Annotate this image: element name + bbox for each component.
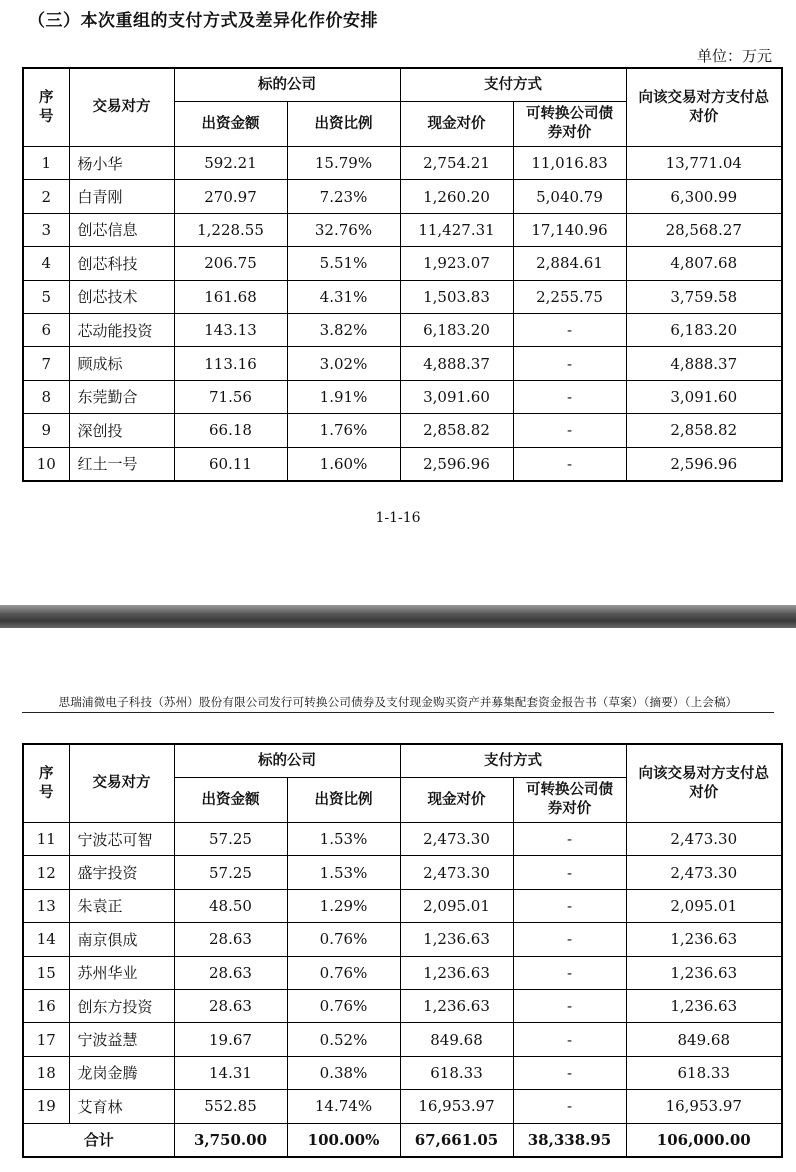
row-capital-amount: 143.13 bbox=[174, 313, 287, 346]
row-total-consideration: 2,596.96 bbox=[626, 447, 782, 481]
row-capital-ratio: 0.76% bbox=[287, 923, 400, 956]
row-bond-consideration: - bbox=[513, 823, 626, 856]
row-counterparty: 创芯科技 bbox=[69, 247, 174, 280]
row-bond-consideration: - bbox=[513, 1090, 626, 1123]
row-bond-consideration: - bbox=[513, 1056, 626, 1089]
table-row bbox=[23, 823, 782, 856]
row-total-consideration: 618.33 bbox=[626, 1056, 782, 1089]
row-counterparty: 宁波益慧 bbox=[69, 1023, 174, 1056]
row-seq: 18 bbox=[23, 1056, 69, 1089]
row-capital-ratio: 15.79% bbox=[287, 147, 400, 180]
document-header: 思瑞浦微电子科技（苏州）股份有限公司发行可转换公司债券及支付现金购买资产并募集配套资金报告书（草案）（摘要）（上会稿） bbox=[58, 695, 738, 709]
page-separator bbox=[0, 605, 796, 628]
row-capital-ratio: 3.82% bbox=[287, 313, 400, 346]
payment-table-part2 bbox=[22, 743, 783, 1158]
row-counterparty: 创芯信息 bbox=[69, 213, 174, 246]
total-row bbox=[23, 1123, 782, 1157]
row-bond-consideration: - bbox=[513, 414, 626, 447]
row-capital-amount: 48.50 bbox=[174, 889, 287, 922]
row-bond-consideration: - bbox=[513, 313, 626, 346]
row-counterparty: 龙岗金腾 bbox=[69, 1056, 174, 1089]
total-bond-consideration: 38,338.95 bbox=[513, 1123, 626, 1157]
row-cash-consideration: 2,473.30 bbox=[400, 823, 513, 856]
row-seq: 2 bbox=[23, 180, 69, 213]
table-row bbox=[23, 414, 782, 447]
row-cash-consideration: 3,091.60 bbox=[400, 380, 513, 413]
header-bond-consideration: 可转换公司债券对价 bbox=[513, 778, 626, 823]
row-capital-amount: 66.18 bbox=[174, 414, 287, 447]
row-seq: 6 bbox=[23, 313, 69, 346]
row-total-consideration: 2,095.01 bbox=[626, 889, 782, 922]
row-total-consideration: 849.68 bbox=[626, 1023, 782, 1056]
row-capital-ratio: 1.60% bbox=[287, 447, 400, 481]
row-counterparty: 宁波芯可智 bbox=[69, 823, 174, 856]
table-row bbox=[23, 380, 782, 413]
row-counterparty: 东莞勤合 bbox=[69, 380, 174, 413]
table-row bbox=[23, 1023, 782, 1056]
row-seq: 19 bbox=[23, 1090, 69, 1123]
header-rule bbox=[22, 712, 774, 713]
row-counterparty: 苏州华业 bbox=[69, 956, 174, 989]
table-row bbox=[23, 347, 782, 380]
row-total-consideration: 6,300.99 bbox=[626, 180, 782, 213]
row-counterparty: 南京俱成 bbox=[69, 923, 174, 956]
row-capital-amount: 28.63 bbox=[174, 989, 287, 1022]
table-row bbox=[23, 313, 782, 346]
row-capital-ratio: 0.76% bbox=[287, 989, 400, 1022]
row-capital-amount: 113.16 bbox=[174, 347, 287, 380]
table-row bbox=[23, 889, 782, 922]
row-seq: 14 bbox=[23, 923, 69, 956]
page-bottom bbox=[0, 628, 796, 1172]
row-cash-consideration: 1,923.07 bbox=[400, 247, 513, 280]
row-bond-consideration: - bbox=[513, 447, 626, 481]
row-total-consideration: 2,473.30 bbox=[626, 823, 782, 856]
row-cash-consideration: 1,236.63 bbox=[400, 989, 513, 1022]
row-capital-ratio: 1.91% bbox=[287, 380, 400, 413]
total-consideration: 106,000.00 bbox=[626, 1123, 782, 1157]
table-body-part1 bbox=[23, 147, 782, 481]
table-row bbox=[23, 923, 782, 956]
row-seq: 13 bbox=[23, 889, 69, 922]
row-counterparty: 创东方投资 bbox=[69, 989, 174, 1022]
header-total-consideration: 向该交易对方支付总对价 bbox=[626, 68, 782, 147]
row-bond-consideration: - bbox=[513, 989, 626, 1022]
row-capital-amount: 28.63 bbox=[174, 956, 287, 989]
row-capital-amount: 60.11 bbox=[174, 447, 287, 481]
header-capital-amount: 出资金额 bbox=[174, 778, 287, 823]
row-capital-ratio: 1.29% bbox=[287, 889, 400, 922]
table-body-part2 bbox=[23, 823, 782, 1124]
table-row bbox=[23, 989, 782, 1022]
row-capital-amount: 57.25 bbox=[174, 856, 287, 889]
table-row bbox=[23, 1090, 782, 1123]
header-capital-ratio: 出资比例 bbox=[287, 778, 400, 823]
row-capital-ratio: 1.53% bbox=[287, 856, 400, 889]
row-bond-consideration: - bbox=[513, 923, 626, 956]
row-capital-amount: 1,228.55 bbox=[174, 213, 287, 246]
row-bond-consideration: 11,016.83 bbox=[513, 147, 626, 180]
table-row bbox=[23, 180, 782, 213]
table-row bbox=[23, 147, 782, 180]
total-capital-amount: 3,750.00 bbox=[174, 1123, 287, 1157]
table-row bbox=[23, 280, 782, 313]
row-seq: 5 bbox=[23, 280, 69, 313]
row-capital-ratio: 5.51% bbox=[287, 247, 400, 280]
row-bond-consideration: - bbox=[513, 956, 626, 989]
header-cash-consideration: 现金对价 bbox=[400, 778, 513, 823]
table-row bbox=[23, 1056, 782, 1089]
header-cash-consideration: 现金对价 bbox=[400, 102, 513, 147]
row-seq: 7 bbox=[23, 347, 69, 380]
row-seq: 17 bbox=[23, 1023, 69, 1056]
row-total-consideration: 4,888.37 bbox=[626, 347, 782, 380]
row-total-consideration: 13,771.04 bbox=[626, 147, 782, 180]
row-seq: 9 bbox=[23, 414, 69, 447]
header-counterparty: 交易对方 bbox=[69, 68, 174, 147]
row-bond-consideration: 5,040.79 bbox=[513, 180, 626, 213]
row-counterparty: 顾成标 bbox=[69, 347, 174, 380]
row-seq: 12 bbox=[23, 856, 69, 889]
row-cash-consideration: 2,596.96 bbox=[400, 447, 513, 481]
row-cash-consideration: 2,858.82 bbox=[400, 414, 513, 447]
row-counterparty: 白青刚 bbox=[69, 180, 174, 213]
row-counterparty: 朱袁正 bbox=[69, 889, 174, 922]
header-bond-consideration: 可转换公司债券对价 bbox=[513, 102, 626, 147]
row-capital-ratio: 7.23% bbox=[287, 180, 400, 213]
row-cash-consideration: 1,503.83 bbox=[400, 280, 513, 313]
row-cash-consideration: 1,236.63 bbox=[400, 923, 513, 956]
row-capital-ratio: 1.53% bbox=[287, 823, 400, 856]
row-capital-ratio: 0.38% bbox=[287, 1056, 400, 1089]
row-seq: 3 bbox=[23, 213, 69, 246]
row-capital-amount: 552.85 bbox=[174, 1090, 287, 1123]
row-cash-consideration: 1,236.63 bbox=[400, 956, 513, 989]
row-capital-amount: 161.68 bbox=[174, 280, 287, 313]
table-row bbox=[23, 856, 782, 889]
row-counterparty: 盛宇投资 bbox=[69, 856, 174, 889]
row-capital-ratio: 32.76% bbox=[287, 213, 400, 246]
row-capital-amount: 57.25 bbox=[174, 823, 287, 856]
header-target-company: 标的公司 bbox=[174, 744, 400, 778]
header-total-consideration: 向该交易对方支付总对价 bbox=[626, 744, 782, 823]
row-capital-amount: 71.56 bbox=[174, 380, 287, 413]
row-capital-amount: 206.75 bbox=[174, 247, 287, 280]
row-total-consideration: 1,236.63 bbox=[626, 989, 782, 1022]
row-total-consideration: 4,807.68 bbox=[626, 247, 782, 280]
payment-table-part1 bbox=[22, 67, 783, 482]
row-cash-consideration: 618.33 bbox=[400, 1056, 513, 1089]
row-total-consideration: 28,568.27 bbox=[626, 213, 782, 246]
total-cash-consideration: 67,661.05 bbox=[400, 1123, 513, 1157]
row-capital-amount: 14.31 bbox=[174, 1056, 287, 1089]
row-seq: 1 bbox=[23, 147, 69, 180]
row-counterparty: 创芯技术 bbox=[69, 280, 174, 313]
row-counterparty: 杨小华 bbox=[69, 147, 174, 180]
header-target-company: 标的公司 bbox=[174, 68, 400, 102]
row-total-consideration: 1,236.63 bbox=[626, 923, 782, 956]
row-cash-consideration: 2,473.30 bbox=[400, 856, 513, 889]
row-capital-ratio: 14.74% bbox=[287, 1090, 400, 1123]
row-bond-consideration: - bbox=[513, 889, 626, 922]
row-capital-ratio: 3.02% bbox=[287, 347, 400, 380]
row-cash-consideration: 2,095.01 bbox=[400, 889, 513, 922]
row-capital-ratio: 0.76% bbox=[287, 956, 400, 989]
row-capital-amount: 28.63 bbox=[174, 923, 287, 956]
total-capital-ratio: 100.00% bbox=[287, 1123, 400, 1157]
section-title: （三）本次重组的支付方式及差异化作价安排 bbox=[28, 11, 378, 31]
row-total-consideration: 2,858.82 bbox=[626, 414, 782, 447]
table-row bbox=[23, 447, 782, 481]
row-cash-consideration: 6,183.20 bbox=[400, 313, 513, 346]
header-counterparty: 交易对方 bbox=[69, 744, 174, 823]
row-total-consideration: 3,091.60 bbox=[626, 380, 782, 413]
total-label: 合计 bbox=[23, 1123, 174, 1157]
row-total-consideration: 6,183.20 bbox=[626, 313, 782, 346]
row-capital-ratio: 1.76% bbox=[287, 414, 400, 447]
header-seq: 序号 bbox=[23, 744, 69, 823]
row-total-consideration: 1,236.63 bbox=[626, 956, 782, 989]
row-bond-consideration: 17,140.96 bbox=[513, 213, 626, 246]
row-capital-ratio: 4.31% bbox=[287, 280, 400, 313]
row-cash-consideration: 849.68 bbox=[400, 1023, 513, 1056]
row-cash-consideration: 16,953.97 bbox=[400, 1090, 513, 1123]
row-bond-consideration: - bbox=[513, 347, 626, 380]
table-row bbox=[23, 956, 782, 989]
unit-label: 单位：万元 bbox=[696, 47, 772, 65]
row-bond-consideration: - bbox=[513, 856, 626, 889]
row-bond-consideration: - bbox=[513, 1023, 626, 1056]
table-row bbox=[23, 247, 782, 280]
row-seq: 10 bbox=[23, 447, 69, 481]
header-payment-method: 支付方式 bbox=[400, 68, 626, 102]
row-cash-consideration: 2,754.21 bbox=[400, 147, 513, 180]
header-capital-ratio: 出资比例 bbox=[287, 102, 400, 147]
row-counterparty: 红土一号 bbox=[69, 447, 174, 481]
row-capital-amount: 270.97 bbox=[174, 180, 287, 213]
header-capital-amount: 出资金额 bbox=[174, 102, 287, 147]
page-number: 1-1-16 bbox=[375, 510, 421, 526]
table-row bbox=[23, 213, 782, 246]
row-capital-amount: 592.21 bbox=[174, 147, 287, 180]
row-total-consideration: 16,953.97 bbox=[626, 1090, 782, 1123]
row-capital-ratio: 0.52% bbox=[287, 1023, 400, 1056]
row-seq: 4 bbox=[23, 247, 69, 280]
row-seq: 8 bbox=[23, 380, 69, 413]
row-total-consideration: 3,759.58 bbox=[626, 280, 782, 313]
row-cash-consideration: 11,427.31 bbox=[400, 213, 513, 246]
row-seq: 11 bbox=[23, 823, 69, 856]
row-cash-consideration: 4,888.37 bbox=[400, 347, 513, 380]
row-seq: 16 bbox=[23, 989, 69, 1022]
row-total-consideration: 2,473.30 bbox=[626, 856, 782, 889]
row-capital-amount: 19.67 bbox=[174, 1023, 287, 1056]
header-payment-method: 支付方式 bbox=[400, 744, 626, 778]
row-cash-consideration: 1,260.20 bbox=[400, 180, 513, 213]
row-seq: 15 bbox=[23, 956, 69, 989]
row-bond-consideration: - bbox=[513, 380, 626, 413]
row-bond-consideration: 2,255.75 bbox=[513, 280, 626, 313]
row-bond-consideration: 2,884.61 bbox=[513, 247, 626, 280]
row-counterparty: 深创投 bbox=[69, 414, 174, 447]
row-counterparty: 艾育林 bbox=[69, 1090, 174, 1123]
row-counterparty: 芯动能投资 bbox=[69, 313, 174, 346]
header-seq: 序号 bbox=[23, 68, 69, 147]
